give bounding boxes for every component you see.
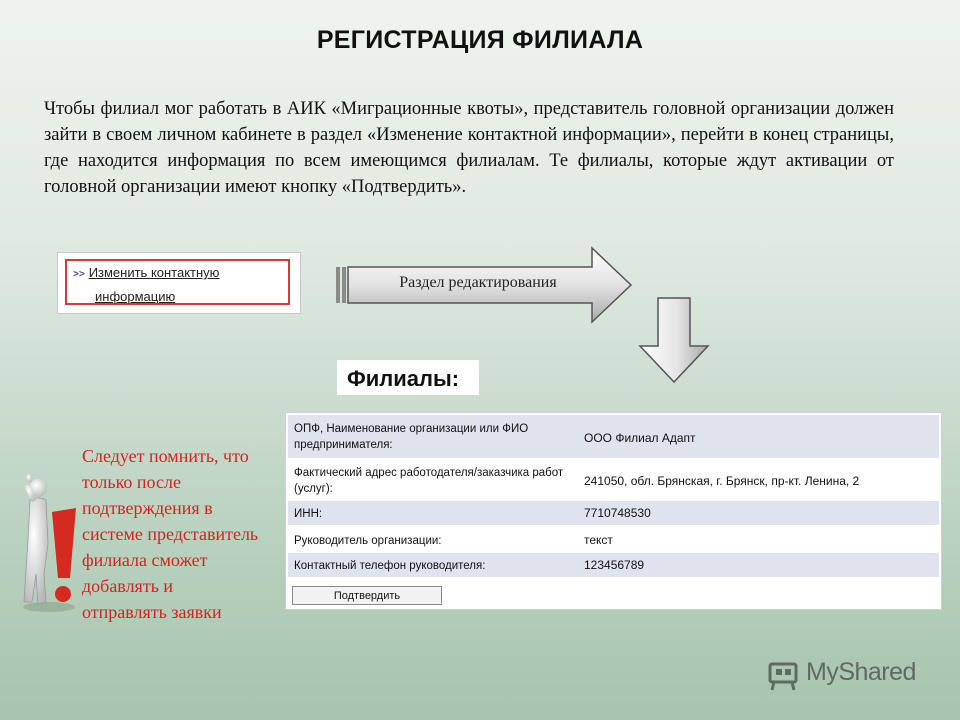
form-value: ООО Филиал Адапт [584, 431, 696, 445]
warning-note: Следует помнить, что только после подтверждения в системе представитель филиала сможет добавлять и отправлять заявки [82, 446, 259, 622]
contact-link-line2[interactable]: информацию [95, 289, 176, 304]
branch-form [285, 412, 942, 610]
form-row-name [288, 415, 939, 460]
branches-heading: Филиалы: [337, 360, 479, 395]
arrow-label: Раздел редактирования [399, 274, 557, 291]
contact-link-screenshot [57, 252, 301, 314]
watermark-text: MyShared [806, 658, 916, 686]
contact-link-line1[interactable]: Изменить контактную [88, 265, 220, 280]
double-chevron-icon: >> [73, 269, 85, 280]
form-label: Контактный телефон руководителя: [294, 560, 486, 572]
down-arrow-icon [638, 296, 710, 384]
person-exclamation-icon [18, 474, 80, 614]
confirm-button[interactable]: Подтвердить [292, 586, 442, 605]
form-row-address [288, 460, 939, 501]
watermark-logo-icon [766, 658, 802, 694]
form-label: Руководитель организации: [294, 535, 442, 547]
form-row-director [288, 527, 939, 553]
form-label: ИНН: [294, 508, 323, 520]
form-value: 123456789 [584, 558, 645, 572]
intro-paragraph: Чтобы филиал мог работать в АИК «Миграционные квоты», представитель головной организации должен зайти в своем личном кабинете в раздел «Изменение контактной информации», перейти в конец страницы, где находится информация по всем имеющимся филиалам. Те филиалы, которые ждут активации от головной организации имеют кнопку «Подтвердить». [44, 99, 894, 197]
form-value: 241050, обл. Брянская, г. Брянск, пр-кт. Ленина, 2 [584, 474, 860, 488]
form-row-phone [288, 553, 939, 579]
page-title: РЕГИСТРАЦИЯ ФИЛИАЛА [316, 26, 644, 54]
form-label: Фактический адрес работодателя/заказчика работ (услуг): [294, 467, 564, 495]
form-value: текст [584, 533, 613, 547]
form-label: ОПФ, Наименование организации или ФИО предпринимателя: [294, 423, 529, 451]
watermark [766, 656, 936, 696]
form-value: 7710748530 [584, 506, 651, 520]
contact-link-highlight [65, 259, 290, 305]
form-row-inn [288, 501, 939, 527]
